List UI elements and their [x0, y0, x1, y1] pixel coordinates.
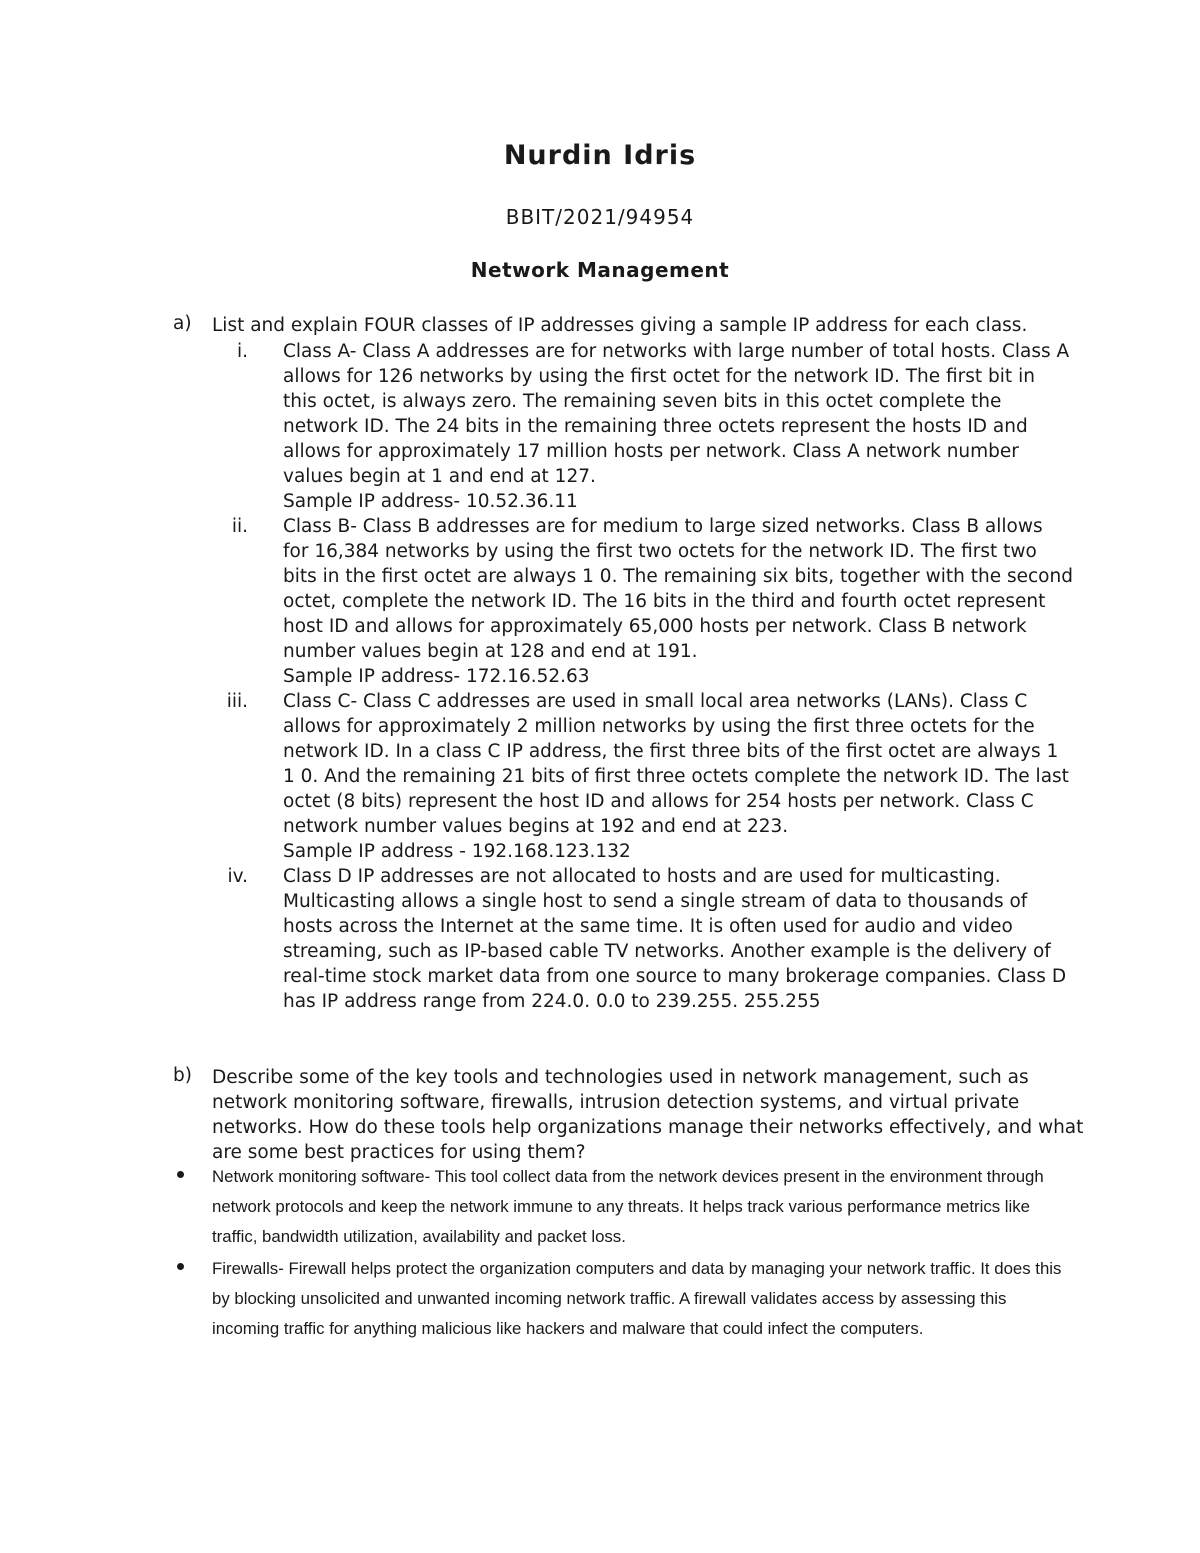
list-item — [0, 689, 1200, 864]
list-item-text: Class D IP addresses are not allocated to hosts and are used for multicasting. Multicasting allows a single host to send a single stream of data to thousands of hosts across the Internet at the same time. It is often used for audio and video streaming, such as IP-based cable TV networks. Another example is the delivery of real-time stock market data from one source to many brokerage companies. Class D has IP address range from 224.0. 0.0 to 239.255. 255.255 — [283, 866, 1067, 1012]
list-item — [0, 864, 1200, 1014]
list-item-text: Class C- Class C addresses are used in small local area networks (LANs). Class C allows for approximately 2 million networks by using the first three octets for the network ID. In a class C IP address, the first three bits of the first octet are always 1 1 0. And the remaining 21 bits of first three octets complete the network ID. The last octet (8 bits) represent the host ID and allows for 254 hosts per network. Class C network number values begins at 192 and end at 223. — [283, 691, 1069, 837]
list-item-body — [283, 339, 1073, 514]
list-item — [0, 1162, 1200, 1252]
list-item-body — [283, 864, 1073, 1014]
sample-ip: Sample IP address - 192.168.123.132 — [283, 841, 631, 862]
list-item — [0, 339, 1200, 514]
tools-bullet-list — [0, 1162, 1200, 1346]
registration-number: BBIT/2021/94954 — [505, 205, 695, 229]
question-a-label: a) — [173, 313, 192, 334]
list-numeral: iv. — [227, 866, 248, 887]
list-item-text: Class B- Class B addresses are for medium to large sized networks. Class B allows for 16,384 networks by using the first two octets for the network ID. The first two bits in the first octet are always 1 0. The remaining six bits, together with the second octet, complete the network ID. The 16 bits in the third and fourth octet represent host ID and allows for approximately 65,000 hosts per network. Class B network number values begin at 128 and end at 191. — [283, 516, 1073, 662]
question-a-text: List and explain FOUR classes of IP addresses giving a sample IP address for each class. — [212, 315, 1028, 336]
list-item-body — [283, 514, 1073, 689]
list-item — [0, 1254, 1200, 1344]
ip-class-list — [0, 339, 1200, 1014]
list-item-body — [283, 689, 1073, 864]
author-name: Nurdin Idris — [503, 140, 697, 171]
list-item — [0, 514, 1200, 689]
list-item-text: Class A- Class A addresses are for networks with large number of total hosts. Class A allows for 126 networks by using the first octet for the network ID. The first bit in this octet, is always zero. The remaining seven bits in this octet complete the network ID. The 24 bits in the remaining three octets represent the hosts ID and allows for approximately 17 million hosts per network. Class A network number values begin at 1 and end at 127. — [283, 341, 1070, 487]
question-b-label: b) — [173, 1065, 192, 1086]
bullet-icon — [177, 1263, 184, 1270]
subject-title: Network Management — [470, 258, 730, 282]
list-numeral: iii. — [226, 691, 248, 712]
sample-ip: Sample IP address- 172.16.52.63 — [283, 666, 590, 687]
list-numeral: ii. — [231, 516, 248, 537]
question-b-text: Describe some of the key tools and technologies used in network management, such as network monitoring software, firewalls, intrusion detection systems, and virtual private networks. How do these tools help organizations manage their networks effectively, and what are some best practices for using them? — [212, 1067, 1084, 1163]
list-numeral: i. — [236, 341, 248, 362]
bullet-text: Network monitoring software- This tool collect data from the network devices present in the environment through network protocols and keep the network immune to any threats. It helps track various performance metrics like traffic, bandwidth utilization, availability and packet loss. — [212, 1167, 1044, 1246]
sample-ip: Sample IP address- 10.52.36.11 — [283, 491, 578, 512]
bullet-text: Firewalls- Firewall helps protect the organization computers and data by managing your network traffic. It does this by blocking unsolicited and unwanted incoming network traffic. A firewall validates access by assessing this incoming traffic for anything malicious like hackers and malware that could infect the computers. — [212, 1259, 1062, 1338]
bullet-icon — [177, 1171, 184, 1178]
